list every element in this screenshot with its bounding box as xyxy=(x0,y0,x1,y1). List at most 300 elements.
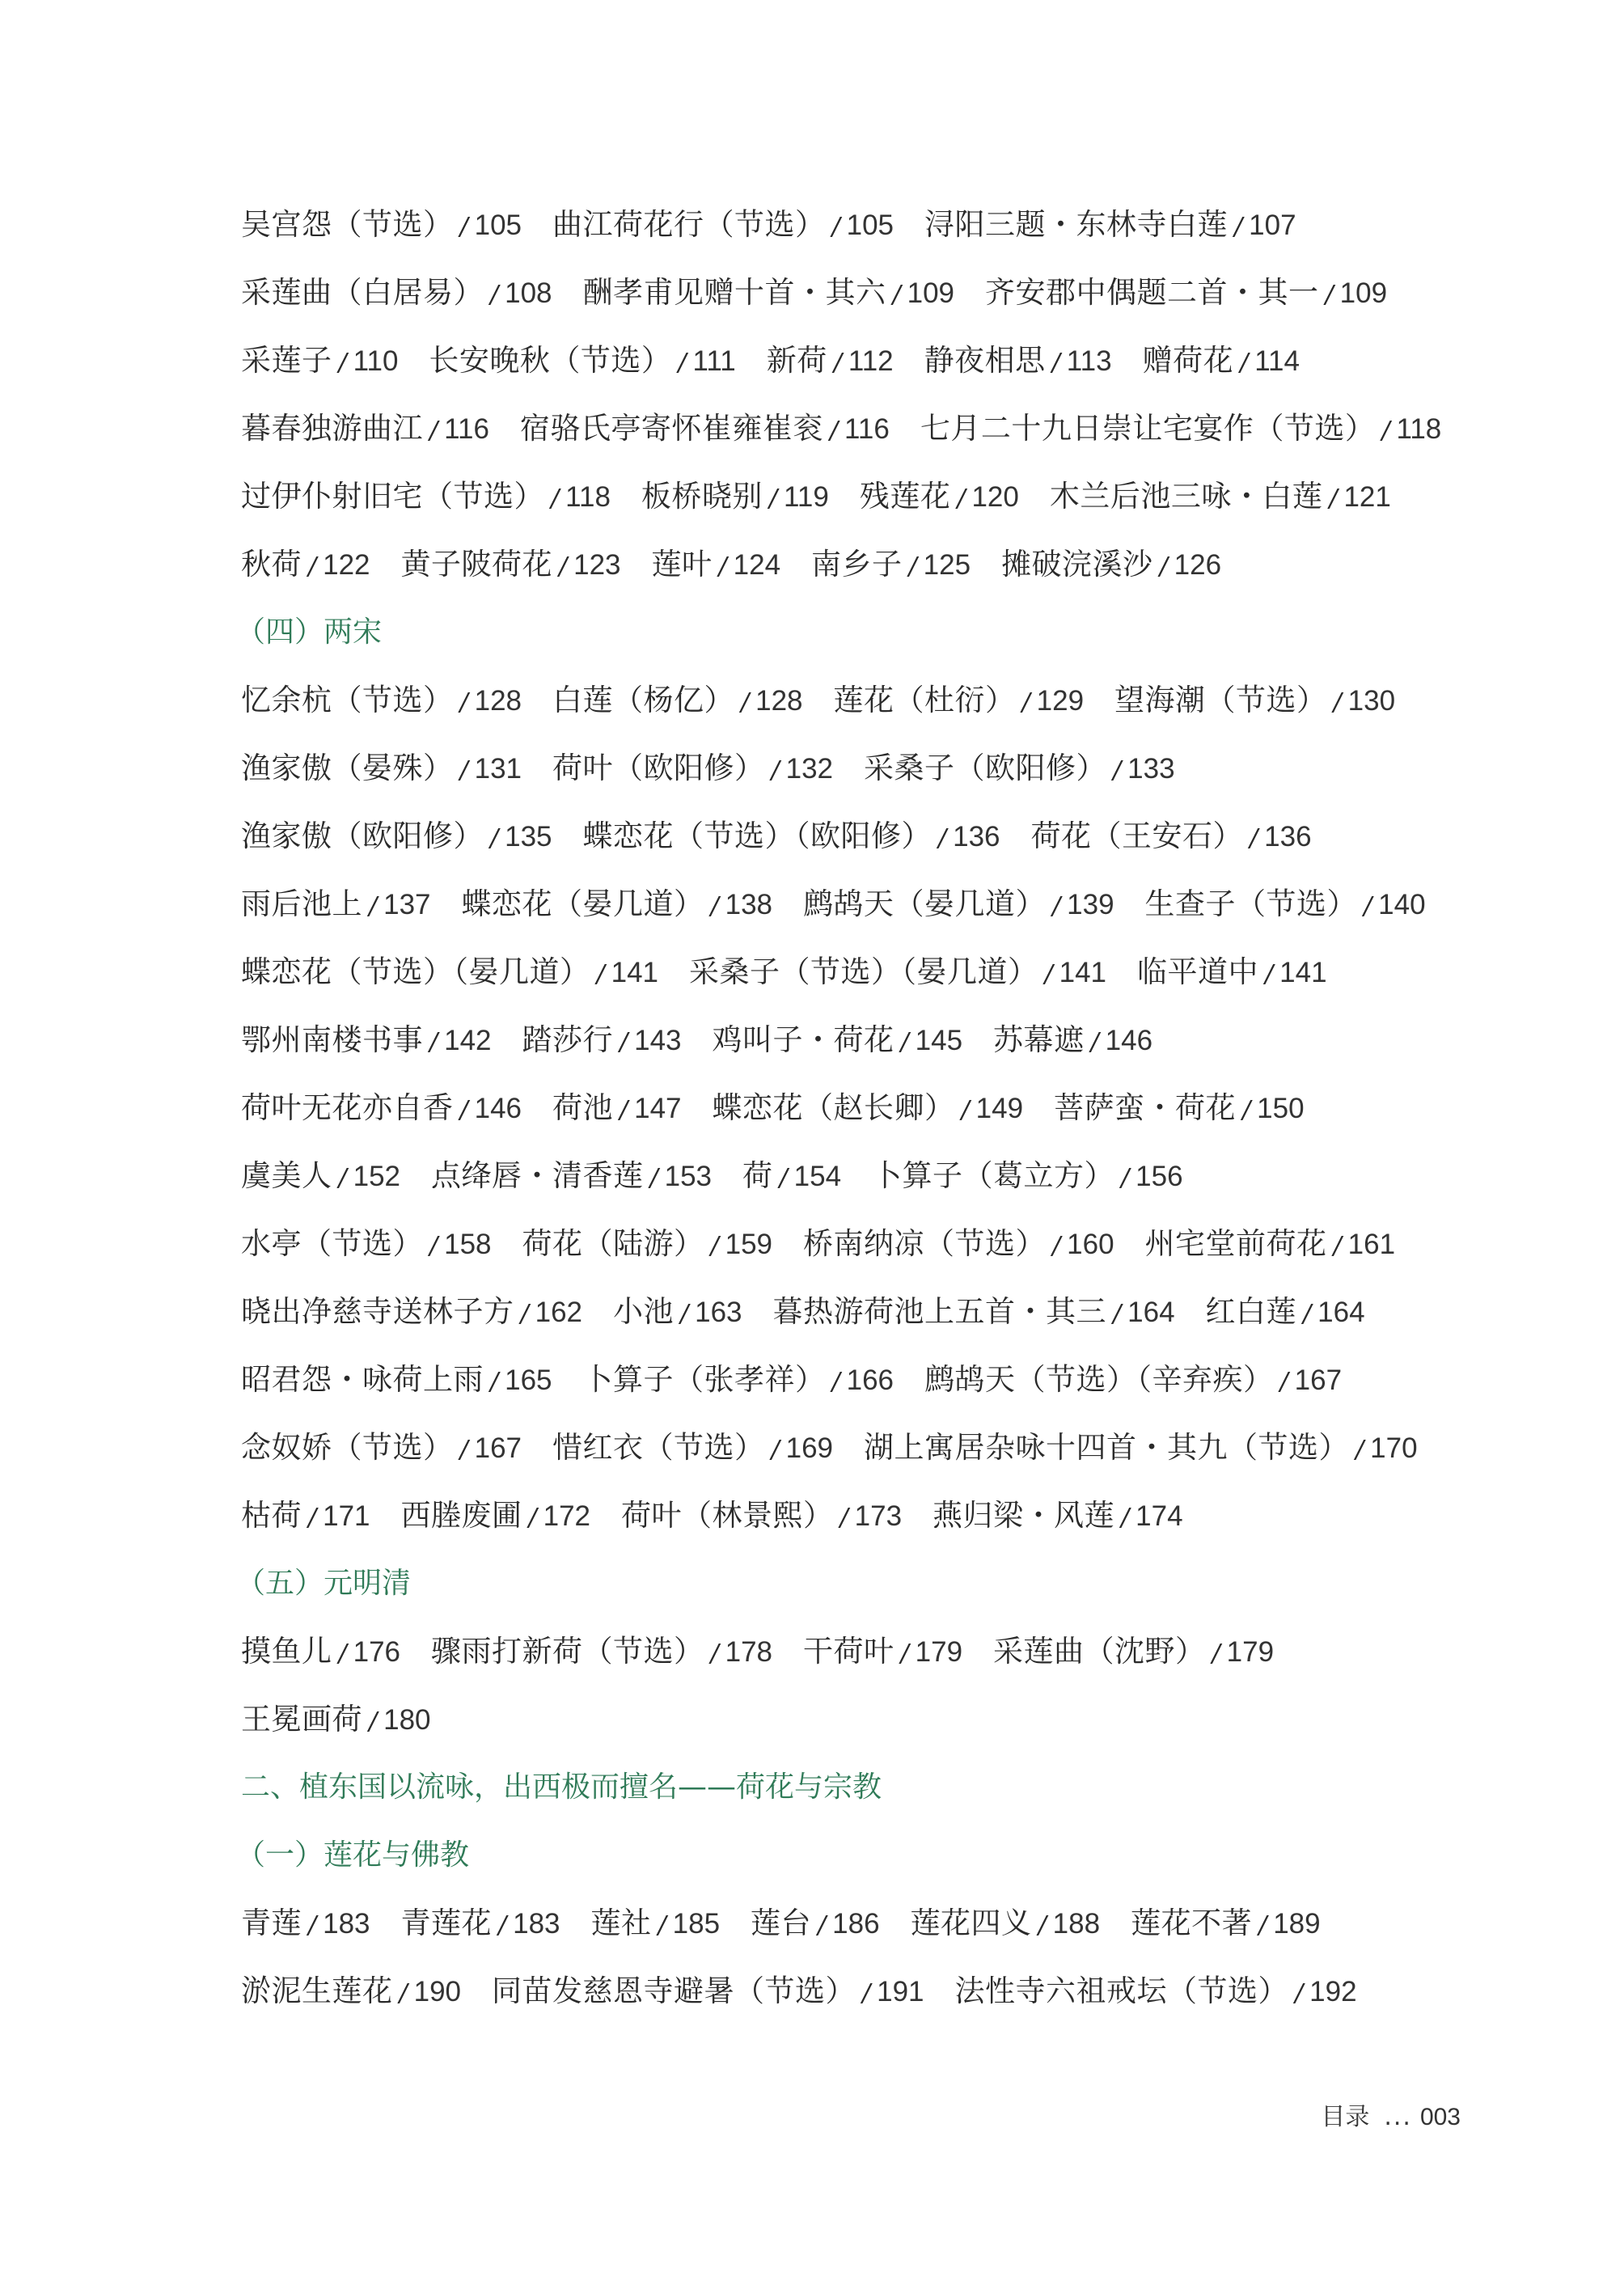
toc-entry-title: 卜算子（张孝祥） xyxy=(582,1362,826,1397)
toc-entry-page: 137 xyxy=(383,889,431,920)
toc-entry-page: 149 xyxy=(975,1093,1024,1124)
toc-entry-separator: / xyxy=(718,552,727,581)
toc-entry-separator: / xyxy=(338,1164,347,1192)
toc-entry xyxy=(241,201,522,252)
toc-entry-page: 116 xyxy=(844,413,890,445)
toc-entry-title: 点绛唇・清香莲 xyxy=(431,1158,644,1193)
toc-entry-separator: / xyxy=(429,1028,438,1056)
toc-line xyxy=(241,1967,1503,2035)
toc-line xyxy=(241,1695,1503,1763)
toc-entry-title: 荷池 xyxy=(552,1090,614,1125)
toc-entry-page: 143 xyxy=(634,1025,682,1056)
toc-entry-title: 白莲（杨亿） xyxy=(552,683,735,717)
toc-entry-title: 黄子陂荷花 xyxy=(400,547,553,582)
toc-entry-title: 燕归梁・风莲 xyxy=(933,1498,1115,1533)
toc-entry xyxy=(583,269,955,319)
toc-entry xyxy=(1031,812,1312,863)
toc-entry xyxy=(401,540,621,591)
toc-line xyxy=(241,1424,1503,1491)
toc-entry xyxy=(924,1356,1342,1407)
toc-line xyxy=(241,269,1503,336)
toc-entry-title: 莲叶 xyxy=(651,547,713,582)
toc-entry-separator: / xyxy=(831,213,840,241)
toc-entry-page: 136 xyxy=(953,821,1000,852)
toc-entry-title: 木兰后池三咏・白莲 xyxy=(1049,479,1323,514)
toc-entry-page: 142 xyxy=(444,1025,492,1056)
toc-entry-page: 176 xyxy=(353,1636,401,1668)
toc-entry-title: 齐安郡中偶题二首・其一 xyxy=(985,275,1319,310)
toc-entry-page: 108 xyxy=(505,277,552,309)
toc-entry-page: 110 xyxy=(353,345,399,377)
footer-page-number: 003 xyxy=(1419,2104,1461,2130)
toc-entry-separator: / xyxy=(1295,1979,1304,2007)
toc-entry-title: 鹧鸪天（节选）（辛弃疾） xyxy=(924,1362,1274,1397)
toc-entry-page: 118 xyxy=(565,481,611,513)
toc-entry-page: 126 xyxy=(1174,549,1222,581)
toc-entry-page: 189 xyxy=(1273,1908,1321,1940)
toc-entry-separator: / xyxy=(1121,1164,1130,1192)
toc-entry-title: 苏幕遮 xyxy=(993,1022,1085,1057)
toc-subsection-heading: （五）元明清 xyxy=(236,1567,412,1600)
toc-entry-page: 172 xyxy=(543,1500,591,1532)
toc-entry-separator: / xyxy=(908,552,917,581)
toc-entry-separator: / xyxy=(710,1232,719,1260)
toc-entry xyxy=(241,1084,522,1135)
toc-entry-separator: / xyxy=(710,892,719,920)
toc-entry-page: 112 xyxy=(848,345,894,377)
toc-entry-title: 鸡叫子・荷花 xyxy=(712,1022,894,1057)
toc-entry-page: 183 xyxy=(323,1908,370,1940)
toc-line xyxy=(241,744,1503,812)
toc-entry-page: 128 xyxy=(474,685,522,717)
toc-entry-page: 171 xyxy=(323,1500,370,1532)
toc-entry-title: 秋荷 xyxy=(241,547,302,582)
toc-entry-page: 163 xyxy=(695,1297,742,1328)
toc-entry-page: 167 xyxy=(1294,1364,1343,1396)
toc-entry xyxy=(492,1967,924,2018)
toc-entry-page: 122 xyxy=(323,549,370,581)
toc-entry-title: 虞美人 xyxy=(241,1158,332,1193)
toc-entry-page: 185 xyxy=(672,1908,721,1940)
toc-entry-title: 莲社 xyxy=(590,1906,652,1940)
toc-entry-separator: / xyxy=(429,1232,438,1260)
toc-entry-page: 161 xyxy=(1347,1229,1396,1260)
toc-entry-separator: / xyxy=(369,1707,378,1736)
toc-entry-page: 138 xyxy=(725,889,773,920)
toc-entry-title: 雨后池上 xyxy=(241,886,362,921)
toc-entry-separator: / xyxy=(308,1504,317,1532)
toc-entry-separator: / xyxy=(459,1436,468,1464)
toc-entry-separator: / xyxy=(741,688,750,717)
toc-entry-title: 暮春独游曲江 xyxy=(241,411,423,446)
toc-entry-separator: / xyxy=(551,484,560,513)
toc-entry xyxy=(621,1491,902,1542)
toc-entry-separator: / xyxy=(528,1504,537,1532)
toc-entry-page: 107 xyxy=(1249,209,1296,241)
toc-entry-page: 139 xyxy=(1067,889,1114,920)
toc-entry-separator: / xyxy=(498,1911,507,1940)
toc-line xyxy=(241,472,1503,540)
toc-entry xyxy=(552,1424,833,1474)
toc-entry-title: 采莲子 xyxy=(241,343,332,378)
toc-entry-title: 同苗发慈恩寺避暑（节选） xyxy=(492,1974,856,2008)
toc-entry-separator: / xyxy=(649,1164,658,1192)
toc-entry xyxy=(522,1016,682,1067)
toc-entry-title: 莲花（杜衍） xyxy=(833,683,1016,717)
toc-entry xyxy=(773,1288,1175,1339)
toc-entry-separator: / xyxy=(678,349,687,377)
toc-entry-page: 167 xyxy=(474,1432,522,1464)
toc-entry-page: 105 xyxy=(846,209,894,241)
toc-entry xyxy=(241,1627,400,1678)
toc-entry-separator: / xyxy=(831,1368,840,1396)
toc-entry xyxy=(924,336,1112,387)
toc-entry-title: 鹧鸪天（晏几道） xyxy=(803,886,1047,921)
toc-entry-separator: / xyxy=(1279,1368,1288,1396)
toc-line xyxy=(241,1016,1503,1084)
toc-entry-title: 法性寺六祖戒坛（节选） xyxy=(954,1974,1289,2008)
toc-entry-title: 赠荷花 xyxy=(1142,343,1234,378)
toc-entry-title: 蝶恋花（晏几道） xyxy=(461,886,704,921)
toc-entry xyxy=(241,269,552,319)
toc-entry-separator: / xyxy=(338,1639,347,1668)
toc-entry-separator: / xyxy=(768,484,778,513)
toc-entry-page: 162 xyxy=(535,1297,583,1328)
toc-entry xyxy=(834,676,1085,727)
toc-line xyxy=(241,1288,1503,1356)
toc-entry-page: 160 xyxy=(1067,1229,1114,1260)
toc-entry-separator: / xyxy=(520,1300,529,1328)
toc-entry-page: 152 xyxy=(353,1161,401,1192)
toc-entry xyxy=(1001,540,1221,591)
toc-entry-title: 临平道中 xyxy=(1137,954,1259,989)
toc-entry xyxy=(241,744,522,795)
toc-entry-separator: / xyxy=(1250,824,1258,852)
toc-entry xyxy=(241,540,370,591)
toc-entry xyxy=(872,1152,1183,1203)
toc-entry xyxy=(1206,1288,1365,1339)
toc-entry xyxy=(1054,1084,1305,1135)
toc-entry-separator: / xyxy=(938,824,947,852)
toc-entry-separator: / xyxy=(1052,1232,1061,1260)
toc-entry-title: 渔家傲（晏殊） xyxy=(241,751,454,785)
toc-entry-title: 昭君怨・咏荷上雨 xyxy=(241,1362,484,1397)
toc-entry-separator: / xyxy=(839,1504,848,1532)
toc-entry xyxy=(552,1084,682,1135)
toc-entry-separator: / xyxy=(338,349,347,377)
toc-entry-page: 131 xyxy=(474,753,522,785)
toc-entry-separator: / xyxy=(459,213,468,241)
toc-entry-page: 125 xyxy=(923,549,971,581)
toc-entry-separator: / xyxy=(490,824,499,852)
toc-entry-page: 136 xyxy=(1264,821,1312,852)
toc-entry xyxy=(401,1491,591,1542)
toc-entry-title: 荷叶无花亦自香 xyxy=(241,1090,454,1125)
toc-entry xyxy=(552,744,833,795)
toc-entry xyxy=(751,1899,880,1950)
toc-line xyxy=(241,1899,1503,1967)
toc-entry-page: 111 xyxy=(692,345,736,377)
toc-entry-separator: / xyxy=(1052,892,1061,920)
toc-entry-page: 141 xyxy=(1279,957,1327,988)
toc-entry xyxy=(742,1152,841,1203)
toc-entry xyxy=(431,1627,772,1678)
toc-entry-separator: / xyxy=(459,1096,468,1124)
toc-entry-title: 南乡子 xyxy=(811,547,903,582)
table-of-contents xyxy=(236,201,1503,2035)
toc-entry-title: 宿骆氏亭寄怀崔雍崔衮 xyxy=(519,411,823,446)
toc-entry xyxy=(241,1016,492,1067)
toc-entry-page: 105 xyxy=(474,209,522,241)
toc-entry xyxy=(241,336,398,387)
toc-entry-page: 133 xyxy=(1127,753,1175,785)
toc-entry xyxy=(401,1899,560,1950)
toc-entry-title: 骤雨打新荷（节选） xyxy=(431,1634,704,1669)
toc-entry-separator: / xyxy=(818,1911,827,1940)
toc-entry-separator: / xyxy=(710,1639,719,1668)
toc-entry-page: 179 xyxy=(915,1636,963,1668)
toc-entry-page: 141 xyxy=(611,957,659,988)
toc-entry-separator: / xyxy=(1121,1504,1130,1532)
toc-entry-title: 荷 xyxy=(742,1158,773,1193)
toc-entry-separator: / xyxy=(829,417,839,445)
toc-entry-title: 鄂州南楼书事 xyxy=(241,1022,423,1057)
toc-entry xyxy=(1145,880,1426,931)
toc-entry-separator: / xyxy=(1325,281,1334,309)
toc-entry xyxy=(911,1899,1101,1950)
toc-entry xyxy=(811,540,971,591)
toc-entry xyxy=(462,880,773,931)
toc-entry-title: 过伊仆射旧宅（节选） xyxy=(241,479,544,514)
toc-entry xyxy=(241,472,611,523)
toc-entry xyxy=(955,1967,1357,2018)
toc-entry-title: 忆余杭（节选） xyxy=(241,683,454,717)
toc-entry xyxy=(864,1424,1418,1474)
toc-entry xyxy=(1145,1220,1396,1271)
toc-entry-title: 新荷 xyxy=(766,343,827,378)
toc-entry-title: 淤泥生莲花 xyxy=(241,1974,393,2008)
toc-entry-title: 莲花不著 xyxy=(1131,1906,1253,1940)
toc-entry-separator: / xyxy=(771,1436,780,1464)
toc-entry-page: 170 xyxy=(1370,1432,1418,1464)
toc-entry-separator: / xyxy=(1090,1028,1099,1056)
toc-entry-separator: / xyxy=(369,892,378,920)
toc-entry-separator: / xyxy=(957,484,966,513)
toc-entry xyxy=(613,1288,742,1339)
toc-entry-title: 采莲曲（白居易） xyxy=(241,275,484,310)
toc-entry xyxy=(713,1016,963,1067)
toc-entry-title: 晓出净慈寺送林子方 xyxy=(241,1294,514,1329)
toc-entry xyxy=(552,201,894,252)
toc-entry-separator: / xyxy=(1265,960,1274,988)
toc-entry-page: 153 xyxy=(664,1161,713,1192)
toc-entry-page: 169 xyxy=(785,1432,834,1464)
toc-entry xyxy=(641,472,829,523)
toc-entry-title: 板桥晓别 xyxy=(641,479,763,514)
toc-entry-page: 141 xyxy=(1059,957,1107,988)
toc-entry-page: 180 xyxy=(383,1704,431,1736)
toc-entry-title: 枯荷 xyxy=(241,1498,302,1533)
toc-entry-separator: / xyxy=(1242,1096,1251,1124)
toc-entry-title: 青莲花 xyxy=(400,1906,493,1940)
toc-entry-page: 140 xyxy=(1378,889,1426,920)
toc-entry-page: 135 xyxy=(505,821,552,852)
toc-line xyxy=(241,336,1503,404)
toc-entry-separator: / xyxy=(308,552,317,581)
toc-entry-title: 吴宫怨（节选） xyxy=(241,207,454,242)
toc-entry-page: 174 xyxy=(1136,1500,1183,1532)
footer-label: 目录 xyxy=(1321,2103,1370,2131)
toc-entry-separator: / xyxy=(620,1028,628,1056)
toc-entry-separator: / xyxy=(680,1300,689,1328)
toc-entry-title: 摸鱼儿 xyxy=(241,1634,332,1669)
toc-entry xyxy=(652,540,781,591)
toc-entry-separator: / xyxy=(1355,1436,1364,1464)
toc-entry-title: 小池 xyxy=(613,1294,675,1329)
toc-entry-separator: / xyxy=(308,1911,317,1940)
toc-entry-title: 残莲花 xyxy=(859,479,951,514)
toc-entry-separator: / xyxy=(1021,688,1030,717)
toc-entry xyxy=(431,1152,712,1203)
toc-entry-title: 踏莎行 xyxy=(522,1022,614,1057)
toc-entry-page: 120 xyxy=(971,481,1019,513)
toc-entry-separator: / xyxy=(862,1979,871,2007)
toc-entry-separator: / xyxy=(1212,1639,1220,1668)
toc-entry xyxy=(241,1152,400,1203)
toc-entry-title: 渔家傲（欧阳修） xyxy=(241,819,484,853)
toc-entry xyxy=(1050,472,1391,523)
toc-entry-separator: / xyxy=(900,1639,909,1668)
toc-entry-separator: / xyxy=(1303,1300,1312,1328)
toc-entry xyxy=(241,1491,370,1542)
toc-entry-separator: / xyxy=(771,756,780,785)
toc-entry-title: 荷花（陆游） xyxy=(522,1226,704,1261)
toc-entry-title: 曲江荷花行（节选） xyxy=(552,207,826,242)
toc-line xyxy=(241,1627,1503,1695)
toc-entry-page: 130 xyxy=(1347,685,1396,717)
toc-entry-title: 湖上寓居杂咏十四首・其九（节选） xyxy=(864,1430,1350,1465)
toc-entry xyxy=(920,404,1441,455)
toc-entry xyxy=(933,1491,1183,1542)
toc-line xyxy=(241,1084,1503,1152)
toc-entry-page: 129 xyxy=(1036,685,1085,717)
toc-entry xyxy=(241,676,522,727)
toc-entry-title: 望海潮（节选） xyxy=(1114,683,1327,717)
toc-entry-title: 荷花（王安石） xyxy=(1030,819,1244,853)
toc-entry-title: 浔阳三题・东林寺白莲 xyxy=(924,207,1229,242)
toc-entry-title: 生查子（节选） xyxy=(1144,886,1358,921)
toc-entry-title: 桥南纳凉（节选） xyxy=(803,1226,1047,1261)
toc-line xyxy=(241,1152,1503,1220)
toc-entry xyxy=(583,812,1000,863)
toc-entry-title: 荷叶（林景熙） xyxy=(621,1498,834,1533)
toc-entry-separator: / xyxy=(459,756,468,785)
toc-entry-page: 173 xyxy=(854,1500,903,1532)
toc-entry-separator: / xyxy=(1333,688,1342,717)
toc-entry-separator: / xyxy=(399,1979,408,2007)
toc-entry-page: 164 xyxy=(1317,1297,1365,1328)
toc-entry xyxy=(522,1220,773,1271)
toc-line xyxy=(241,540,1503,608)
toc-entry xyxy=(924,201,1296,252)
toc-entry-title: 莲花四义 xyxy=(910,1906,1032,1940)
toc-entry-separator: / xyxy=(1113,1300,1122,1328)
toc-section-heading: 二、植东国以流咏，出西极而擅名——荷花与宗教 xyxy=(241,1771,882,1804)
toc-entry xyxy=(767,336,894,387)
toc-entry-page: 119 xyxy=(784,481,829,513)
toc-entry-title: 暮热游荷池上五首・其三 xyxy=(772,1294,1107,1329)
toc-entry-separator: / xyxy=(1258,1911,1267,1940)
toc-entry-page: 179 xyxy=(1226,1636,1275,1668)
toc-entry-title: 蝶恋花（节选）（晏几道） xyxy=(241,954,590,989)
toc-entry-title: 莲台 xyxy=(751,1906,812,1940)
toc-entry-page: 109 xyxy=(1339,277,1388,309)
toc-entry xyxy=(1143,336,1300,387)
toc-entry xyxy=(803,1627,962,1678)
toc-line xyxy=(241,812,1503,880)
toc-entry-page: 128 xyxy=(755,685,803,717)
toc-entry xyxy=(241,404,489,455)
toc-entry-page: 109 xyxy=(907,277,955,309)
footer-dots: ... xyxy=(1384,2103,1412,2131)
toc-entry-title: 静夜相思 xyxy=(924,343,1046,378)
toc-entry-page: 156 xyxy=(1136,1161,1183,1192)
toc-entry xyxy=(803,1220,1114,1271)
toc-entry-page: 132 xyxy=(785,753,834,785)
toc-entry xyxy=(1137,948,1327,999)
toc-entry xyxy=(241,1695,431,1746)
toc-entry-title: 念奴娇（节选） xyxy=(241,1430,454,1465)
toc-entry-title: 惜红衣（节选） xyxy=(552,1430,765,1465)
toc-entry-separator: / xyxy=(1333,1232,1342,1260)
toc-entry xyxy=(993,1627,1274,1678)
toc-entry-separator: / xyxy=(1159,552,1168,581)
toc-entry-separator: / xyxy=(1240,349,1249,377)
toc-entry-title: 摊破浣溪沙 xyxy=(1001,547,1153,582)
toc-entry-separator: / xyxy=(1381,417,1390,445)
toc-entry-page: 146 xyxy=(474,1093,522,1124)
toc-entry-page: 147 xyxy=(634,1093,682,1124)
toc-entry-page: 150 xyxy=(1257,1093,1305,1124)
toc-line xyxy=(241,404,1503,472)
toc-entry-title: 青莲 xyxy=(241,1906,302,1940)
toc-subsection-heading: （四）两宋 xyxy=(236,616,383,649)
toc-entry-page: 146 xyxy=(1105,1025,1153,1056)
toc-entry-title: 长安晚秋（节选） xyxy=(429,343,672,378)
toc-line xyxy=(241,880,1503,948)
toc-entry-page: 159 xyxy=(725,1229,773,1260)
toc-entry xyxy=(1131,1899,1321,1950)
toc-entry-separator: / xyxy=(1038,1911,1047,1940)
toc-entry xyxy=(241,1356,552,1407)
toc-entry-page: 192 xyxy=(1309,1976,1357,2007)
toc-entry-page: 158 xyxy=(444,1229,492,1260)
toc-entry-page: 191 xyxy=(877,1976,924,2007)
toc-entry-page: 166 xyxy=(846,1364,894,1396)
toc-entry xyxy=(241,1424,522,1474)
toc-entry-separator: / xyxy=(779,1164,788,1192)
toc-entry xyxy=(860,472,1019,523)
toc-entry-title: 红白莲 xyxy=(1205,1294,1297,1329)
toc-entry-separator: / xyxy=(961,1096,970,1124)
toc-entry-page: 113 xyxy=(1066,345,1112,377)
toc-entry xyxy=(713,1084,1024,1135)
toc-entry-separator: / xyxy=(459,688,468,717)
toc-entry-title: 卜算子（葛立方） xyxy=(872,1158,1115,1193)
toc-entry-page: 116 xyxy=(444,413,489,445)
page-footer xyxy=(1321,2096,1461,2132)
toc-entry xyxy=(1114,676,1395,727)
